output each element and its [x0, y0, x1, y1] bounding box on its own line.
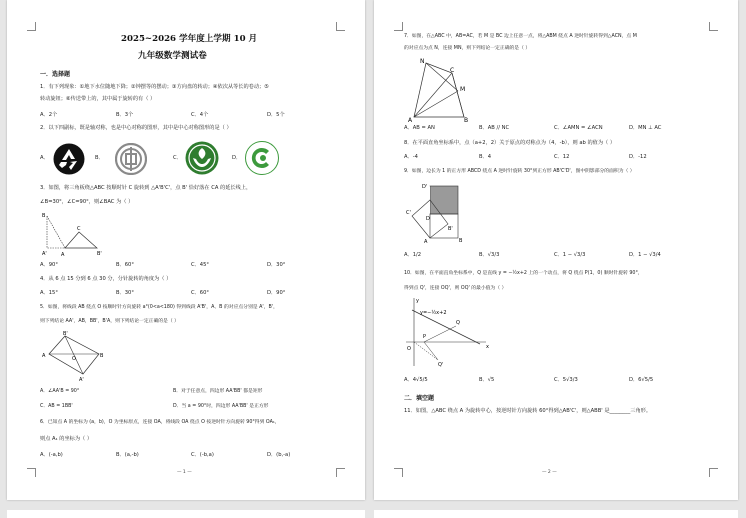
document-page-3-edge: [7, 510, 365, 518]
document-page-2: [374, 0, 738, 500]
figure-label: A: [408, 117, 413, 123]
green-c-logo-icon: [245, 141, 277, 173]
figure-label: A': [79, 377, 84, 382]
question-9-text: 9．如图，边长为 1 的正方形 ABCD 绕点 A 逆时针旋转 30°到正方形 AB'C'D'，图中阴影部分的面积为（ ）: [404, 169, 635, 174]
question-1-text: 1．有下列现象：①地下水位随地下降；②钟摆等的摆动；③方向盘的转动；④依次从等长的卷动；⑤: [40, 84, 269, 90]
option: C．5√3/3: [554, 377, 578, 383]
figure-label: D: [426, 216, 430, 222]
crop-mark-icon: [709, 468, 718, 477]
option: B．30°: [116, 290, 134, 296]
option-label: A．: [40, 155, 49, 161]
option: D．-12: [629, 154, 647, 160]
question-7-figure: [404, 55, 474, 123]
page-number: — 1 —: [177, 470, 192, 475]
figure-label: B: [464, 117, 469, 123]
question-10-text-cont: 得到点 Q'，连接 OQ'，则 OQ' 的最小值为（ ）: [404, 286, 507, 291]
option: B．对于任意点，四边形 AA'BB' 都是矩形: [173, 389, 263, 394]
question-5-text-cont: 则下列结论 AA'，AB，BB'，B'A，则下列结论一定正确的是（ ）: [40, 319, 179, 324]
option: B．(a,-b): [116, 452, 139, 458]
figure-label: P: [423, 334, 427, 340]
crop-mark-icon: [336, 468, 345, 477]
crop-mark-icon: [27, 468, 36, 477]
question-9-figure: [404, 180, 474, 244]
option-label: D．: [232, 155, 242, 161]
figure-label: B': [448, 226, 453, 232]
figure-label: N: [420, 58, 425, 65]
question-1-text-cont: 转动旋钮；⑥传送带上的，其中属于旋转的有（ ）: [40, 96, 156, 102]
figure-label: A: [424, 239, 428, 244]
option: B．4: [479, 154, 492, 160]
figure-label: M: [460, 86, 466, 93]
option: C．(-b,a): [191, 452, 214, 458]
option: D．(b,-a): [267, 452, 291, 458]
green-hands-logo-icon: [185, 141, 217, 173]
option: D．MN ⊥ AC: [629, 125, 662, 131]
option: D．30°: [267, 262, 286, 268]
figure-label: B': [97, 251, 102, 257]
section-heading: 一．选择题: [40, 71, 71, 78]
question-11-text: 11．如图，△ABC 绕点 A 为旋转中心，按逆时针方向旋转 60°得到△AB'C'，则△ABB' 是________三角形。: [404, 408, 652, 414]
option-label: B．: [95, 155, 104, 161]
question-2-text: 2．以下四副标，既是轴对称，也是中心对称的图形，其中是中心对称图形的是（ ）: [40, 125, 232, 131]
option: B．60°: [116, 262, 134, 268]
figure-label: B': [63, 331, 68, 337]
crop-mark-icon: [394, 468, 403, 477]
question-10-figure: [402, 296, 492, 368]
document-page-4-edge: [374, 510, 738, 518]
option: C．60°: [191, 290, 210, 296]
option: A．(-a,b): [40, 452, 63, 458]
question-6-text-cont: 则点 A₁ 的坐标为（ ）: [40, 436, 93, 442]
question-3-text: 3．如图，将三角板绕△ABC 按顺时针 C 旋转到 △A'B'C'，点 B' 恰好落在 CA 的延长线上，: [40, 185, 252, 191]
option: A．-4: [404, 154, 418, 160]
figure-label: Q': [438, 362, 444, 368]
page-number: — 2 —: [542, 470, 557, 475]
figure-label: y=−½x+2: [420, 310, 447, 316]
figure-label: A: [42, 353, 46, 359]
option: C．12: [554, 154, 570, 160]
option: B．3个: [116, 112, 134, 118]
figure-label: O: [407, 346, 411, 352]
section-heading: 二．填空题: [404, 395, 435, 402]
question-5-text: 5．如图，将线段 AB 绕点 O 按顺时针方向旋转 a°(0<a<180) 得到线段 A'B'，A、B 的对应点分别是 A'，B'，: [40, 305, 278, 310]
page-title: 2025~2026 学年度上学期 10 月: [121, 34, 258, 44]
option: A．4√5/5: [404, 377, 428, 383]
option: C．1 − √3/3: [554, 252, 586, 258]
crop-mark-icon: [336, 22, 345, 31]
option: B．AB // NC: [479, 125, 510, 131]
option: D．当 a = 90°时，四边形 AA'BB' 是正方形: [173, 404, 269, 409]
figure-label: C: [77, 226, 81, 232]
figure-label: B: [459, 238, 463, 244]
crop-mark-icon: [27, 22, 36, 31]
option: C．∠AMN = ∠ACN: [554, 125, 603, 131]
option-label: C．: [173, 155, 182, 161]
figure-label: A: [61, 252, 65, 258]
figure-label: x: [486, 344, 489, 350]
option: C．AB = 1BB': [40, 404, 73, 409]
option: A．90°: [40, 262, 58, 268]
figure-label: y: [416, 298, 419, 304]
crop-mark-icon: [394, 22, 403, 31]
figure-label: C: [450, 67, 455, 74]
figure-label: C': [406, 210, 411, 216]
question-3-figure: [39, 212, 109, 258]
figure-label: B: [42, 213, 46, 219]
bank-logo-icon: [115, 143, 147, 175]
crop-mark-icon: [709, 22, 718, 31]
question-5-figure: [39, 330, 109, 382]
option: A．AB = AN: [404, 125, 435, 131]
option: A．15°: [40, 290, 58, 296]
option: D．5个: [267, 112, 285, 118]
question-7-text-cont: 的对应点为点 N，连接 MN，则下列结论一定正确的是（ ）: [404, 46, 531, 51]
question-10-text: 10．如图，在平面直角坐标系中，Q 是直线 y = −½x+2 上的一个动点，将 Q 绕点 P(1，0) 顺时针旋转 90°，: [404, 271, 643, 276]
option: C．45°: [191, 262, 210, 268]
figure-label: B: [100, 353, 104, 359]
option: A．∠AA'B = 90°: [40, 389, 80, 394]
figure-label: D': [422, 184, 428, 190]
option: D．6√5/5: [629, 377, 654, 383]
question-4-text: 4．从 6 点 15 分到 6 点 30 分，分针旋转的角度为（ ）: [40, 276, 172, 282]
question-3-text-cont: ∠B=30°，∠C=90°，则∠BAC 为（ ）: [40, 199, 134, 205]
question-7-text: 7．如图，在△ABC 中，AB=AC，若 M 是 BC 边上任意一点，将△ABM 绕点 A 逆时针旋转得到△ACN，点 M: [404, 34, 637, 39]
question-8-text: 8．在平面直角坐标系中，点（a+2，2）关于原点的对称点为（4，-b），则 ab 的值为（ ）: [404, 140, 616, 146]
option: D．90°: [267, 290, 286, 296]
option: B．√3/3: [479, 252, 500, 258]
page-subtitle: 九年级数学测试卷: [138, 51, 207, 61]
option: B．√5: [479, 377, 495, 383]
question-6-text: 6．已知点 A 的坐标为 (a，b)，O 为坐标原点，连接 OA，将线段 OA 绕点 O 按逆时针方向旋转 90°得到 OA₁，: [40, 420, 280, 425]
recycle-logo-icon: [53, 143, 85, 175]
option: A．1/2: [404, 252, 422, 258]
option: D．1 − √3/4: [629, 252, 661, 258]
option: C．4个: [191, 112, 209, 118]
figure-label: O: [72, 356, 76, 362]
document-page-1: [7, 0, 365, 500]
figure-label: Q: [456, 320, 460, 326]
option: A．2个: [40, 112, 58, 118]
figure-label: A': [42, 251, 47, 257]
